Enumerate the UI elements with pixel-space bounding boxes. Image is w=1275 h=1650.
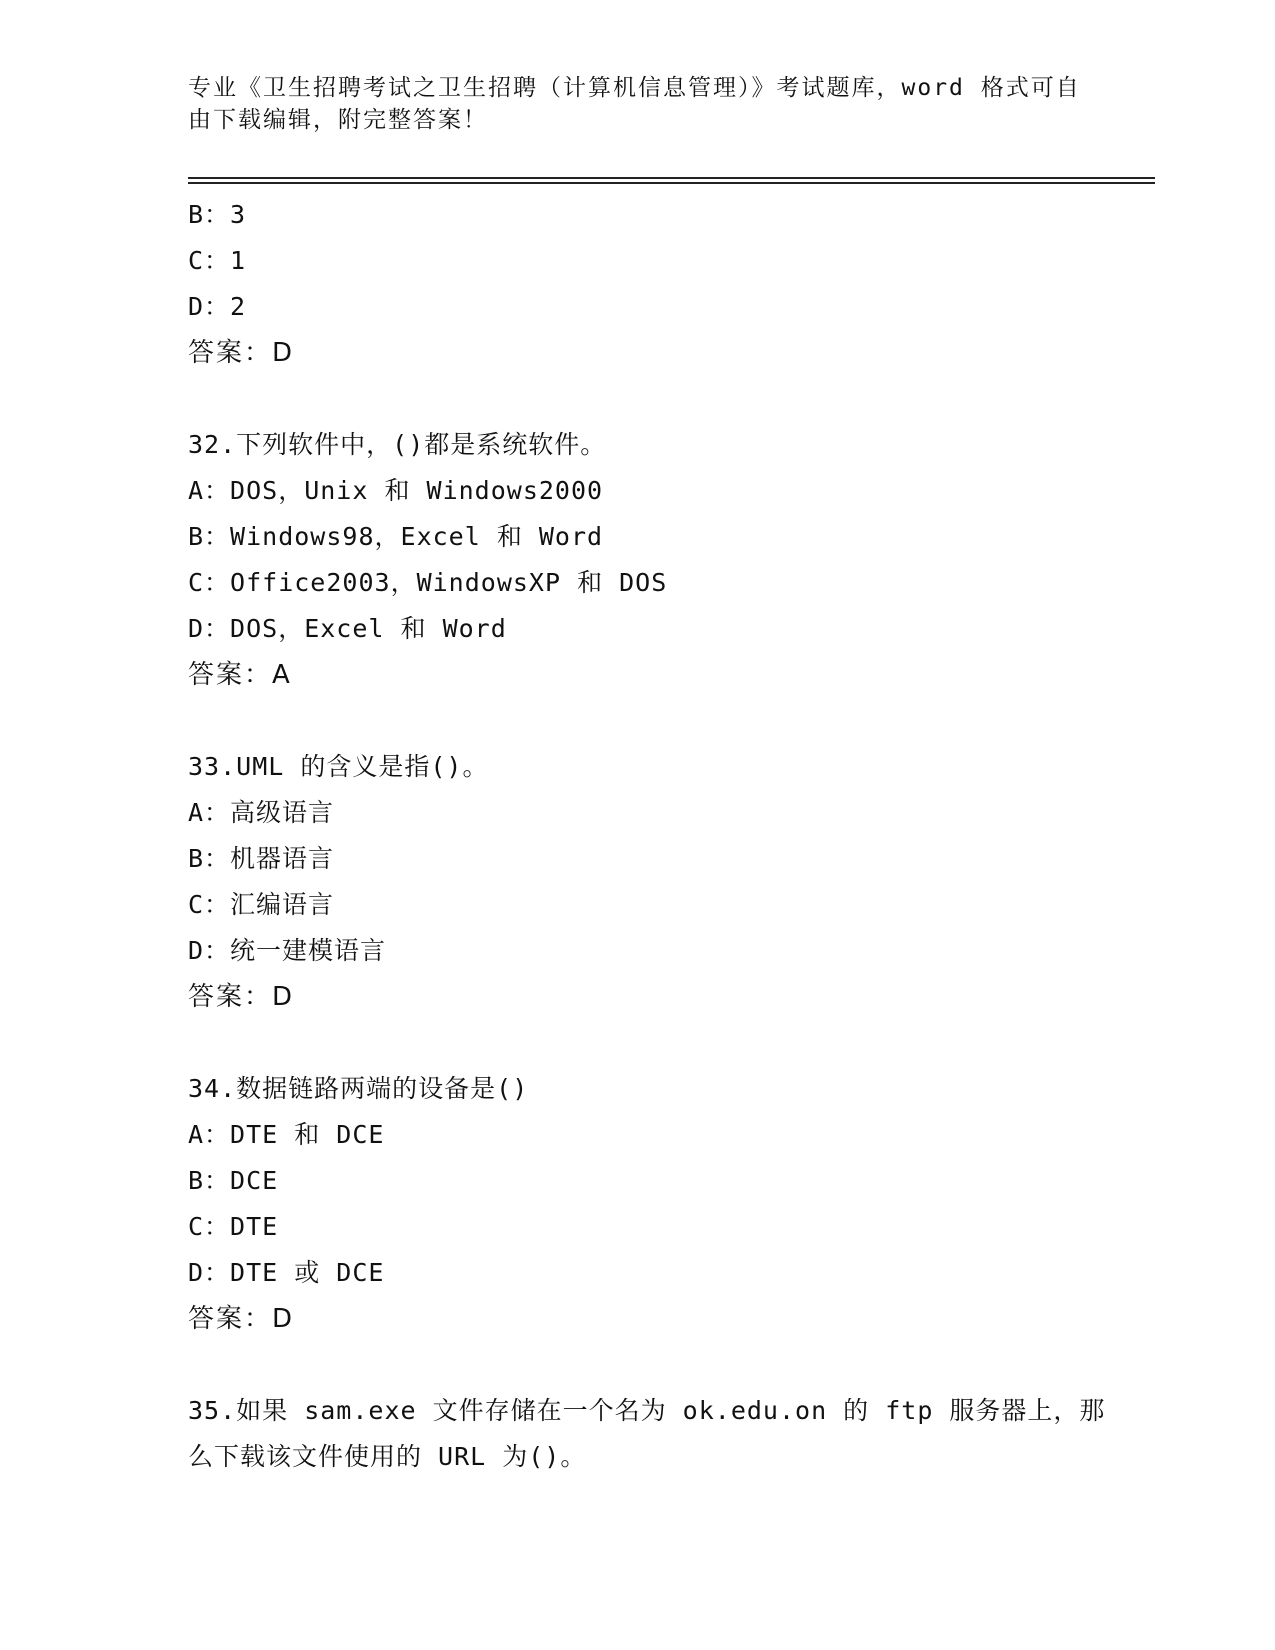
option-c: C：汇编语言 (188, 890, 335, 919)
option-c: C：Office2003，WindowsXP 和 DOS (188, 568, 668, 597)
option-c: C：1 (188, 246, 247, 275)
option-b: B：3 (188, 200, 247, 229)
option-b: B：Windows98，Excel 和 Word (188, 522, 604, 551)
question-list (188, 192, 1108, 1480)
question-stem: 32.下列软件中，()都是系统软件。 (188, 430, 607, 459)
option-b: B：机器语言 (188, 844, 335, 873)
spacer (188, 1342, 1108, 1388)
header-divider-top (188, 177, 1155, 179)
question-33 (188, 744, 1108, 1020)
question-32 (188, 422, 1108, 698)
question-35 (188, 1388, 1108, 1480)
answer: 答案：D (188, 1304, 295, 1334)
option-b: B：DCE (188, 1166, 279, 1195)
question-stem-line-1: 35.如果 sam.exe 文件存储在一个名为 ok.edu.on 的 ftp 服务器上，那 (188, 1396, 1106, 1425)
option-d: D：统一建模语言 (188, 936, 387, 965)
option-c: C：DTE (188, 1212, 279, 1241)
document-header (188, 72, 1088, 136)
option-d: D：DOS，Excel 和 Word (188, 614, 507, 643)
option-d: D：2 (188, 292, 247, 321)
header-line-2: 由下载编辑，附完整答案！ (188, 107, 488, 133)
option-a: A：高级语言 (188, 798, 335, 827)
question-31-continued (188, 192, 1108, 376)
question-stem-line-2: 么下载该文件使用的 URL 为()。 (188, 1442, 587, 1471)
answer: 答案：A (188, 660, 292, 690)
answer: 答案：D (188, 338, 295, 368)
spacer (188, 698, 1108, 744)
option-a: A：DOS，Unix 和 Windows2000 (188, 476, 604, 505)
option-a: A：DTE 和 DCE (188, 1120, 385, 1149)
header-line-1: 专业《卫生招聘考试之卫生招聘（计算机信息管理）》考试题库，word 格式可自 (188, 75, 1081, 101)
question-stem: 34.数据链路两端的设备是() (188, 1074, 529, 1103)
option-d: D：DTE 或 DCE (188, 1258, 385, 1287)
question-34 (188, 1066, 1108, 1342)
question-stem: 33.UML 的含义是指()。 (188, 752, 489, 781)
spacer (188, 376, 1108, 422)
spacer (188, 1020, 1108, 1066)
answer: 答案：D (188, 982, 295, 1012)
header-divider-bottom (188, 182, 1155, 184)
